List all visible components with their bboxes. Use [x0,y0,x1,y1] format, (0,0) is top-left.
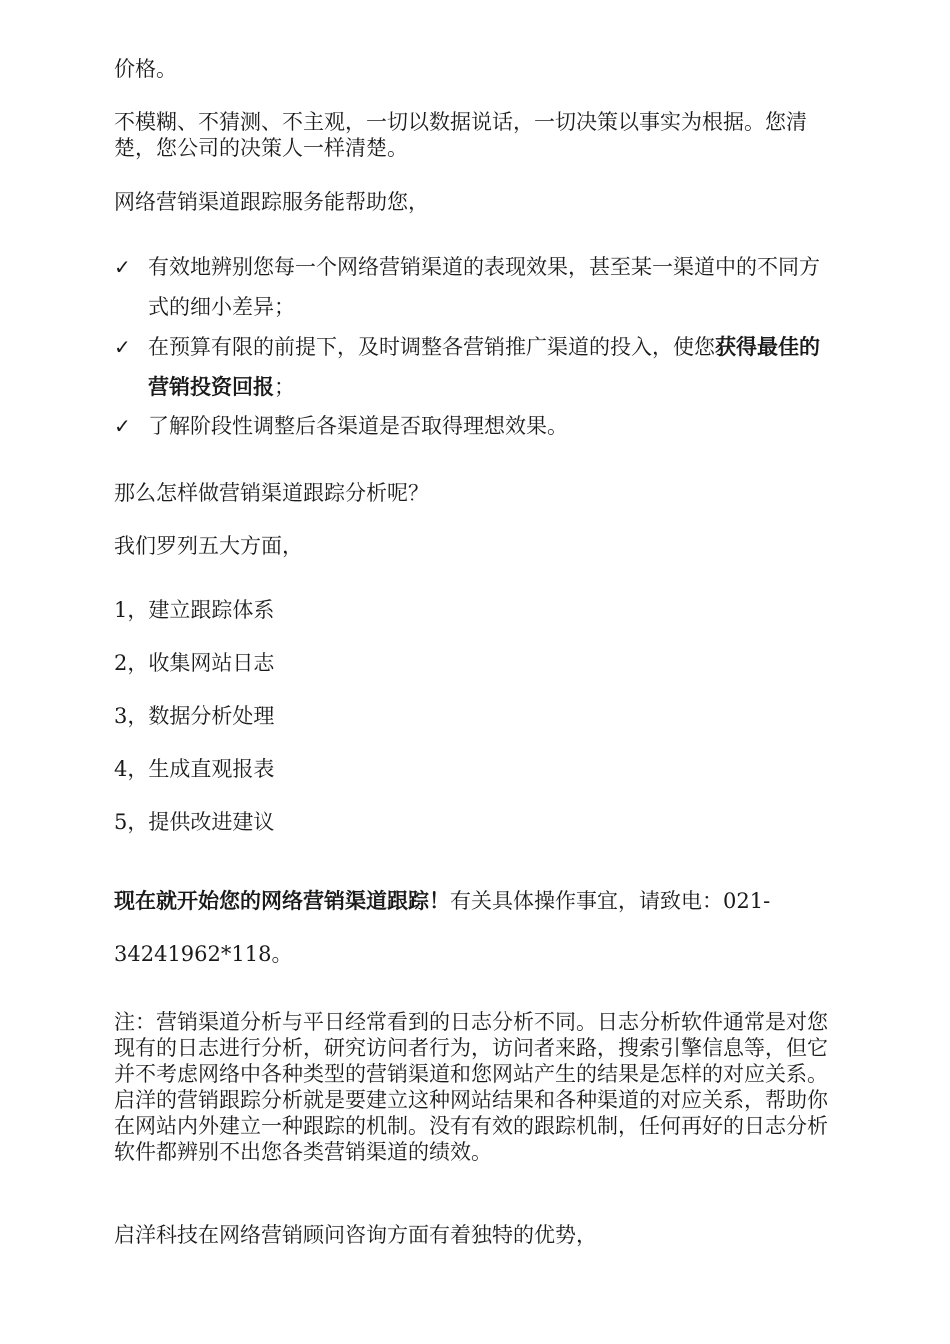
paragraph-question: 那么怎样做营销渠道跟踪分析呢？ [114,481,429,505]
checkmark-icon: ✓ [114,414,131,438]
list-item-3: 3，数据分析处理 [114,704,275,728]
checkmark-icon: ✓ [114,335,131,359]
bullet-item-2-bold: 获得最佳的营销投资回报 [148,334,820,399]
bullet-item-2-end: ； [274,375,295,399]
bullet-item-2 [148,327,840,407]
call-to-action [114,888,840,914]
call-to-action-text: 有关具体操作事宜，请致电：021- [450,889,771,913]
paragraph-advantage: 启洋科技在网络营销顾问咨询方面有着独特的优势， [114,1223,597,1247]
paragraph-service-intro: 网络营销渠道跟踪服务能帮助您， [114,190,429,214]
list-item-4: 4，生成直观报表 [114,757,275,781]
list-item-2: 2，收集网站日志 [114,651,275,675]
paragraph-price: 价格。 [114,57,177,81]
bullet-item-3: 了解阶段性调整后各渠道是否取得理想效果。 [148,414,568,438]
call-to-action-bold: 现在就开始您的网络营销渠道跟踪！ [114,888,450,913]
list-item-5: 5，提供改进建议 [114,810,275,834]
bullet-item-1: 有效地辨别您每一个网络营销渠道的表现效果，甚至某一渠道中的不同方式的细小差异； [148,255,820,319]
list-item-1: 1，建立跟踪体系 [114,598,275,622]
paragraph-five-aspects: 我们罗列五大方面， [114,534,303,558]
paragraph-data-driven: 不模糊、不猜测、不主观，一切以数据说话，一切决策以事实为根据。您清楚，您公司的决策人一样清楚。 [114,110,807,160]
checkmark-icon: ✓ [114,255,131,279]
paragraph-note: 注：营销渠道分析与平日经常看到的日志分析不同。日志分析软件通常是对您现有的日志进行分析，研究访问者行为，访问者来路，搜索引擎信息等，但它并不考虑网络中各种类型的营销渠道和您网站产生的结果是怎样的对应关系。启洋的营销跟踪分析就是要建立这种网站结果和各种渠道的对应关系，帮助你在网站内外建立一种跟踪的机制。没有有效的跟踪机制，任何再好的日志分析软件都辨别不出您各类营销渠道的绩效。 [114,1010,828,1164]
call-to-action-phone: 34241962*118。 [114,942,293,966]
bullet-item-2-text: 在预算有限的前提下，及时调整各营销推广渠道的投入，使您 [148,335,715,359]
